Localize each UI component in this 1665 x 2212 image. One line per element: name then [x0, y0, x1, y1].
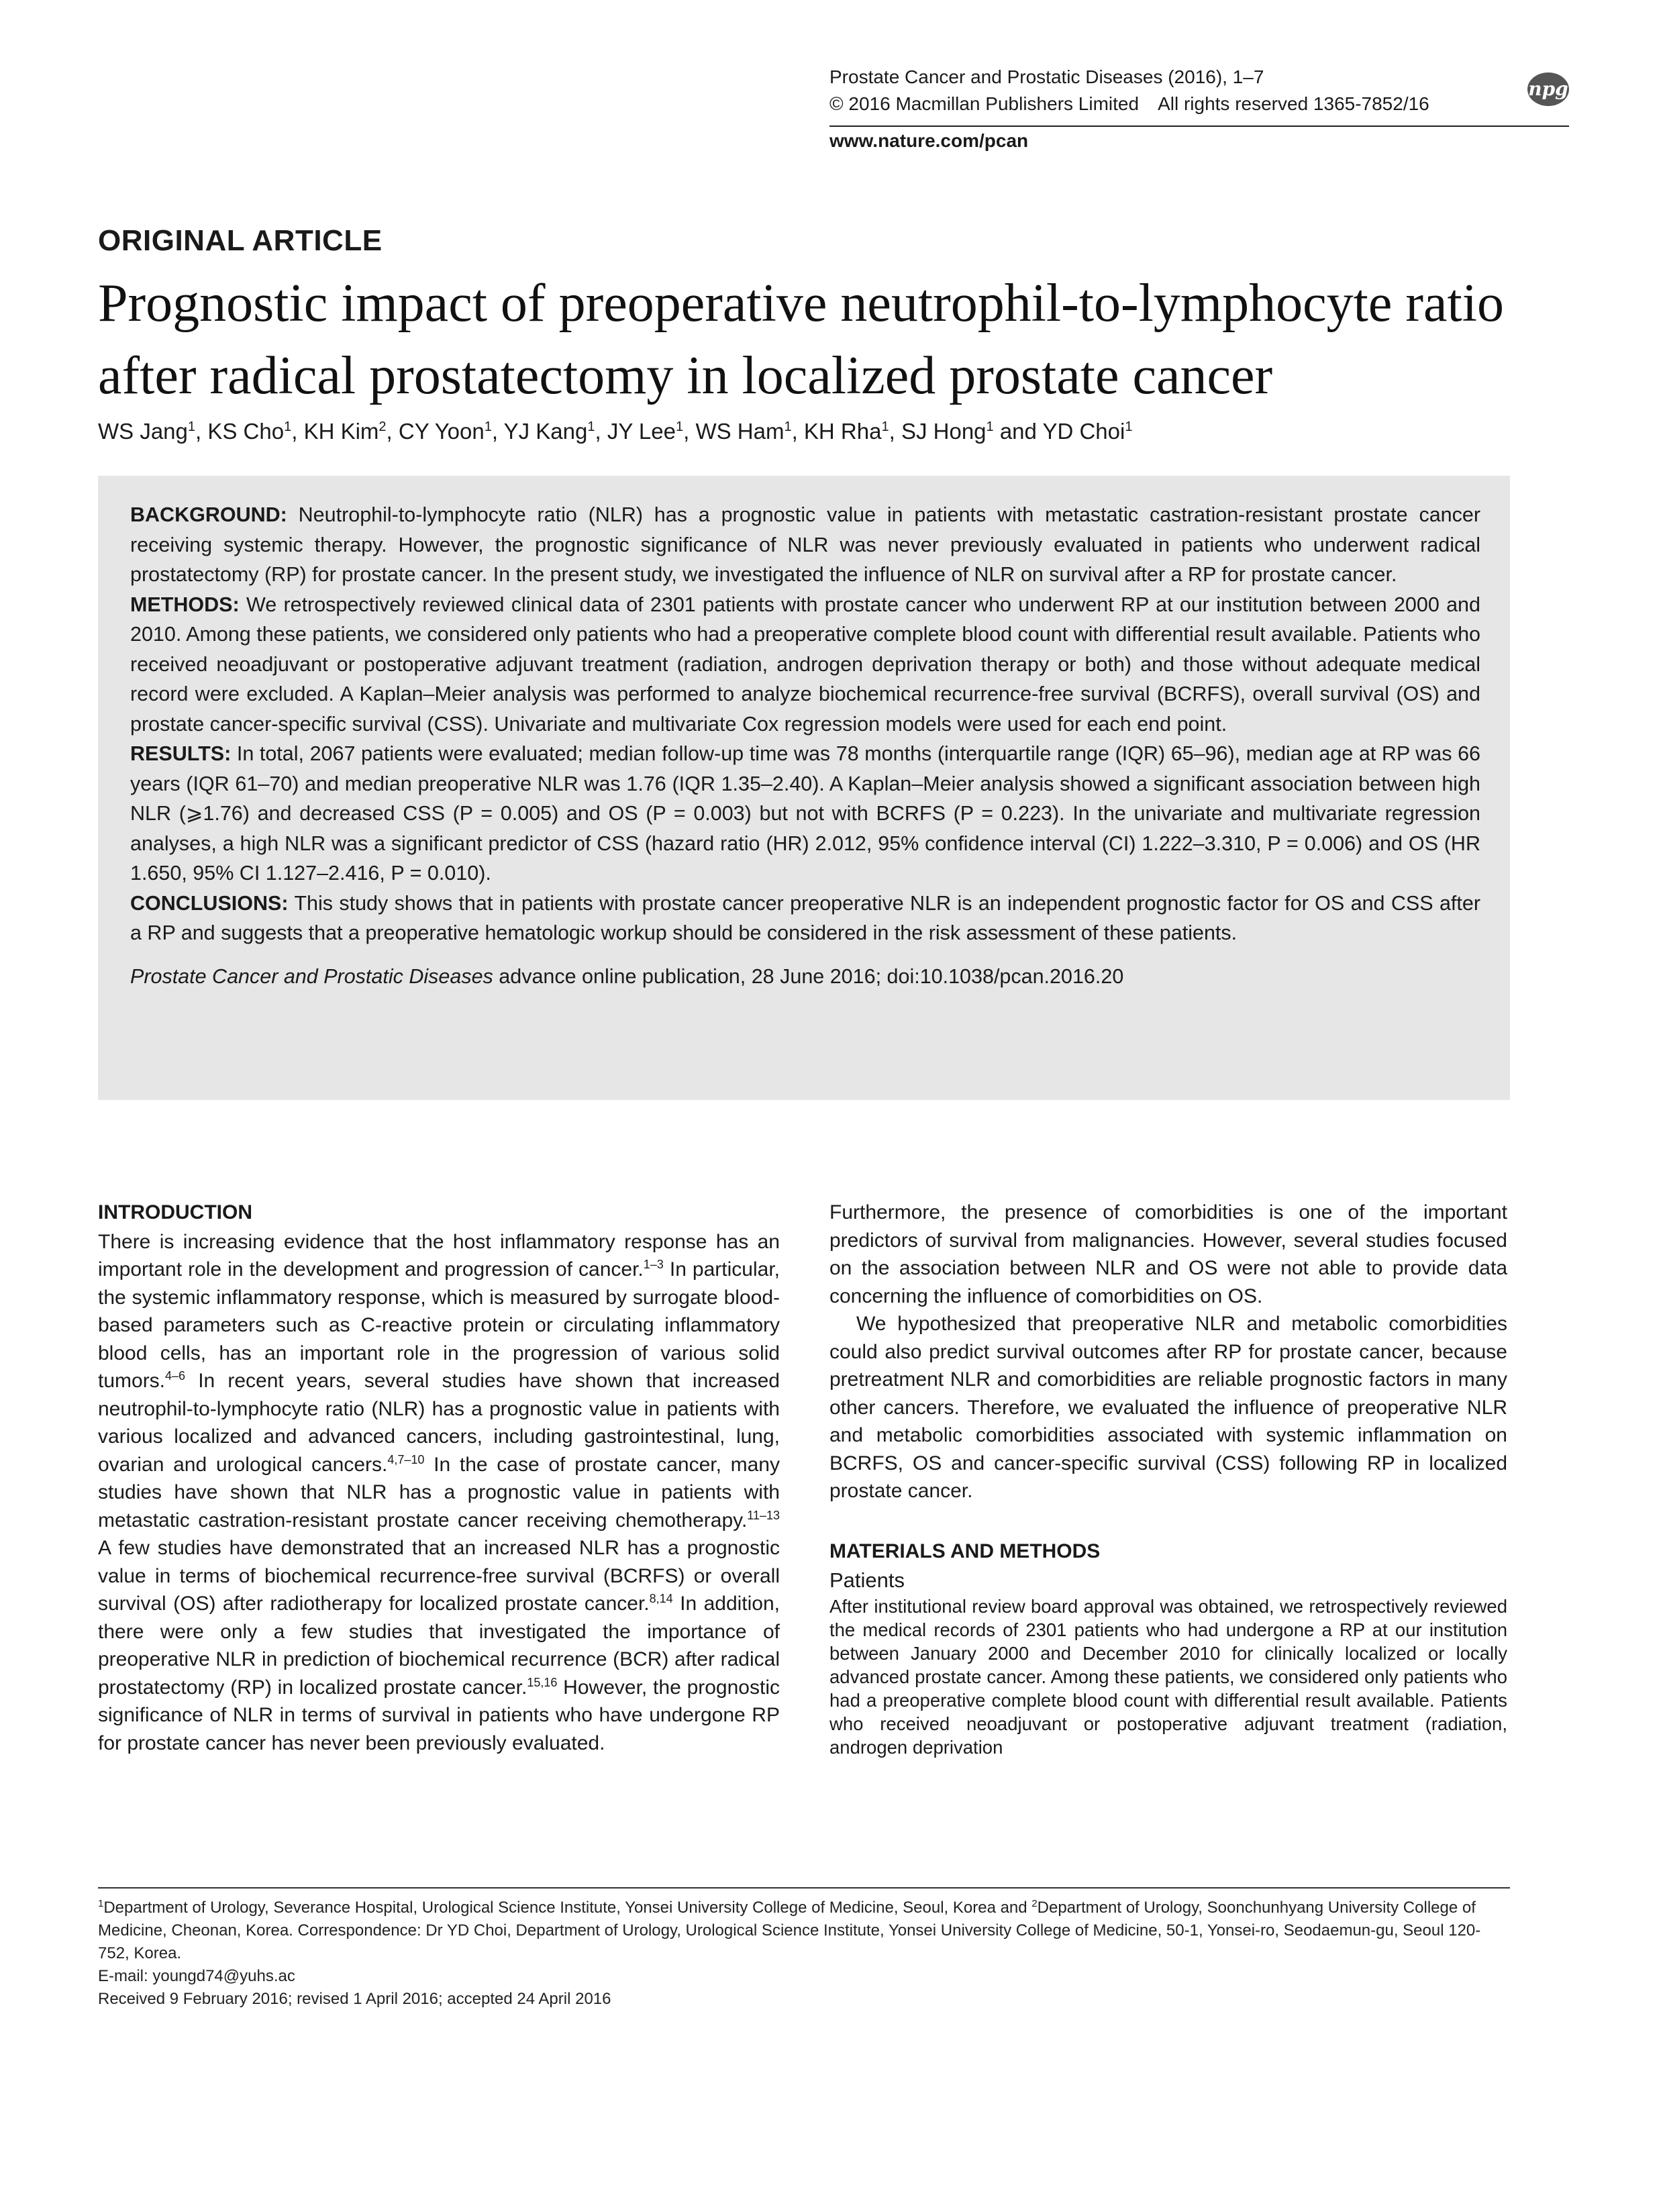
author-affiliation: 1 — [1125, 419, 1133, 434]
author: WS Jang — [98, 419, 188, 444]
body-column-right — [829, 1199, 1507, 1759]
authors-conjunction: and — [999, 419, 1037, 444]
abstract-citation — [130, 962, 1480, 992]
intro-text: In the case of prostate cancer, many studies have shown that NLR has a prognostic value in patients with metastatic castration-resistant prostate cancer receiving chemotherapy. — [98, 1453, 780, 1531]
article-type-label: ORIGINAL ARTICLE — [98, 224, 383, 257]
author: KH Rha — [803, 419, 882, 444]
reference-citation[interactable]: 4–6 — [165, 1369, 186, 1382]
journal-citation: Prostate Cancer and Prostatic Diseases (2016), 1–7 — [829, 66, 1264, 87]
author-affiliation: 2 — [379, 419, 387, 434]
intro-paragraph-comorbidities: Furthermore, the presence of comorbidities is one of the important predictors of survival from malignancies. However, several studies focused on the association between NLR and OS were not able to provide data concerning the influence of comorbidities on OS. — [829, 1201, 1507, 1307]
reference-citation[interactable]: 15,16 — [527, 1675, 558, 1689]
introduction-paragraph — [98, 1228, 780, 1758]
author-affiliation: 1 — [187, 419, 196, 434]
author: YD Choi — [1042, 419, 1125, 444]
npg-logo: npg — [1527, 72, 1569, 106]
abstract-text — [130, 500, 1480, 991]
author-affiliation: 1 — [986, 419, 994, 434]
author-affiliation: 1 — [484, 419, 492, 434]
patients-subheading: Patients — [829, 1568, 905, 1592]
author-affiliation: 1 — [784, 419, 792, 434]
journal-url-link[interactable]: www.nature.com/pcan — [829, 130, 1029, 151]
header-divider — [829, 125, 1569, 127]
author: CY Yoon — [398, 419, 485, 444]
author-affiliation: 1 — [284, 419, 292, 434]
author: SJ Hong — [901, 419, 987, 444]
article-title: Prognostic impact of preoperative neutrophil-to-lymphocyte ratio after radical prostatectomy in localized prostate cancer — [98, 274, 1504, 405]
citation-journal: Prostate Cancer and Prostatic Diseases — [130, 964, 493, 988]
abstract-methods-label: METHODS: — [130, 593, 240, 616]
affiliation-1: Department of Urology, Severance Hospital, Urological Science Institute, Yonsei University College of Medicine, Seoul, Korea and — [103, 1899, 1032, 1917]
affiliation-marker: 1 — [98, 1898, 104, 1909]
author: YJ Kang — [503, 419, 588, 444]
rights-text: All rights reserved 1365-7852/16 — [1158, 93, 1429, 114]
citation-details: advance online publication, 28 June 2016; doi:10.1038/pcan.2016.20 — [499, 964, 1124, 988]
abstract-conclusions-label: CONCLUSIONS: — [130, 891, 289, 915]
author: WS Ham — [695, 419, 785, 444]
abstract-conclusions — [130, 889, 1480, 948]
abstract-methods — [130, 590, 1480, 740]
patients-paragraph: After institutional review board approval was obtained, we retrospectively reviewed the medical records of 2301 patients who had undergone a RP at our institution between January 2000 and December 2010 for clinically localized or locally advanced prostate cancer. Among these patients, we considered only patients who had a preoperative complete blood count with differential result available. Patients who received neoadjuvant or postoperative adjuvant treatment (radiation, androgen deprivation — [829, 1595, 1507, 1758]
affiliations-text — [98, 1897, 1510, 1965]
abstract-conclusions-text: This study shows that in patients with prostate cancer preoperative NLR is an independent prognostic factor for OS and CSS after a RP and suggests that a preoperative hematologic workup should be considered in the risk assessment of these patients. — [130, 891, 1480, 944]
reference-citation[interactable]: 4,7–10 — [387, 1452, 425, 1466]
abstract-background-label: BACKGROUND: — [130, 503, 287, 526]
abstract-methods-text: We retrospectively reviewed clinical data of 2301 patients with prostate cancer who underwent RP at our institution between 2000 and 2010. Among these patients, we considered only patients who had a preoperative complete blood count with differential result available. Patients who received neoadjuvant or postoperative adjuvant treatment (radiation, androgen deprivation therapy or both) and those without adequate medical record were excluded. A Kaplan–Meier analysis was performed to analyze biochemical recurrence-free survival (BCRFS), overall survival (OS) and prostate cancer-specific survival (CSS). Univariate and multivariate Cox regression models were used for each end point. — [130, 593, 1481, 736]
abstract-box — [98, 476, 1510, 1100]
abstract-background — [130, 500, 1480, 590]
intro-text: In particular, the systemic inflammatory response, which is measured by surrogate blood-based parameters such as C-reactive protein or circulating inflammatory blood cells, has an important role in the progression of various solid tumors. — [98, 1258, 780, 1392]
correspondence-email[interactable]: E-mail: youngd74@yuhs.ac — [98, 1967, 295, 1985]
intro-text: A few studies have demonstrated that an increased NLR has a prognostic value in terms of biochemical recurrence-free survival (BCRFS) or overall survival (OS) after radiotherapy for localized prostate cancer. — [98, 1537, 780, 1615]
abstract-results-text: In total, 2067 patients were evaluated; median follow-up time was 78 months (interquartile range (IQR) 65–96), median age at RP was 66 years (IQR 61–70) and median preoperative NLR was 1.76 (IQR 1.35–2.40). A Kaplan–Meier analysis showed a significant association between high NLR (⩾1.76) and decreased CSS (P = 0.005) and OS (P = 0.003) but not with BCRFS (P = 0.223). In the univariate and multivariate regression analyses, a high NLR was a significant predictor of CSS (hazard ratio (HR) 2.012, 95% confidence interval (CI) 1.222–3.310, P = 0.006) and OS (HR 1.650, 95% CI 1.127–2.416, P = 0.010). — [130, 742, 1480, 885]
author-affiliation: 1 — [881, 419, 889, 434]
running-header — [829, 64, 1568, 117]
footnote-divider — [98, 1887, 1510, 1889]
reference-citation[interactable]: 8,14 — [649, 1592, 673, 1605]
body-column-left — [98, 1199, 780, 1757]
intro-text: In addition, there were only a few studies that investigated the importance of preoperative NLR in prediction of biochemical recurrence (BCR) after radical prostatectomy (RP) in localized prostate cancer. — [98, 1593, 780, 1699]
abstract-background-text: Neutrophil-to-lymphocyte ratio (NLR) has a prognostic value in patients with metastatic castration-resistant prostate cancer receiving systemic therapy. However, the prognostic significance of NLR was never previously evaluated in patients who underwent radical prostatectomy (RP) for prostate cancer. In the present study, we investigated the influence of NLR on survival after a RP for prostate cancer. — [130, 503, 1480, 586]
methods-heading: MATERIALS AND METHODS — [829, 1540, 1101, 1562]
author-affiliation: 1 — [587, 419, 595, 434]
affiliations-footnote — [98, 1897, 1510, 2011]
intro-text: However, the prognostic significance of NLR in terms of survival in patients who have undergone RP for prostate cancer has never been previously evaluated. — [98, 1676, 780, 1754]
abstract-results-label: RESULTS: — [130, 742, 232, 765]
author-list: WS Jang$^1$, KS Cho$^1$, KH Kim$^2$, CY Yoon$^1$, YJ Kang$^1$, JY Lee$^1$, WS Ham$^1$, KH Rha$^1$, SJ Hong$^1$ and YD Choi$^1$ — [98, 419, 1133, 444]
author-affiliation: 1 — [675, 419, 684, 434]
intro-text: In recent years, several studies have shown that increased neutrophil-to-lymphocyte ratio (NLR) has a prognostic value in patients with various localized and advanced cancers, including gastrointestinal, lung, ovarian and urological cancers. — [98, 1370, 780, 1476]
reference-citation[interactable]: 11–13 — [747, 1508, 780, 1522]
copyright-text: © 2016 Macmillan Publishers Limited — [829, 93, 1140, 114]
affiliation-2: Department of Urology, Soonchunhyang University College of Medicine, Cheonan, Korea. Correspondence: Dr YD Choi, Department of Urology, Urological Science Institute, Yonsei University College of Medicine, 50-1, Yonsei-ro, Seodaemun-gu, Seoul 120-752, Korea. — [98, 1899, 1481, 1962]
reference-citation[interactable]: 1–3 — [643, 1258, 664, 1271]
author: KH Kim — [303, 419, 379, 444]
received-dates: Received 9 February 2016; revised 1 April 2016; accepted 24 April 2016 — [98, 1990, 611, 2008]
abstract-results — [130, 739, 1480, 889]
intro-text: There is increasing evidence that the host inflammatory response has an important role in the development and progression of cancer. — [98, 1230, 780, 1280]
copyright-line — [829, 91, 1568, 117]
author: KS Cho — [207, 419, 285, 444]
author: JY Lee — [607, 419, 676, 444]
introduction-heading: INTRODUCTION — [98, 1201, 252, 1223]
affiliation-marker: 2 — [1031, 1898, 1038, 1909]
intro-paragraph-hypothesis: We hypothesized that preoperative NLR and metabolic comorbidities could also predict survival outcomes after RP for prostate cancer, because pretreatment NLR and comorbidities are reliable prognostic factors in many other cancers. Therefore, we evaluated the influence of preoperative NLR and metabolic comorbidities associated with systemic inflammation on BCRFS, OS and cancer-specific survival (CSS) following RP in localized prostate cancer. — [829, 1313, 1507, 1502]
